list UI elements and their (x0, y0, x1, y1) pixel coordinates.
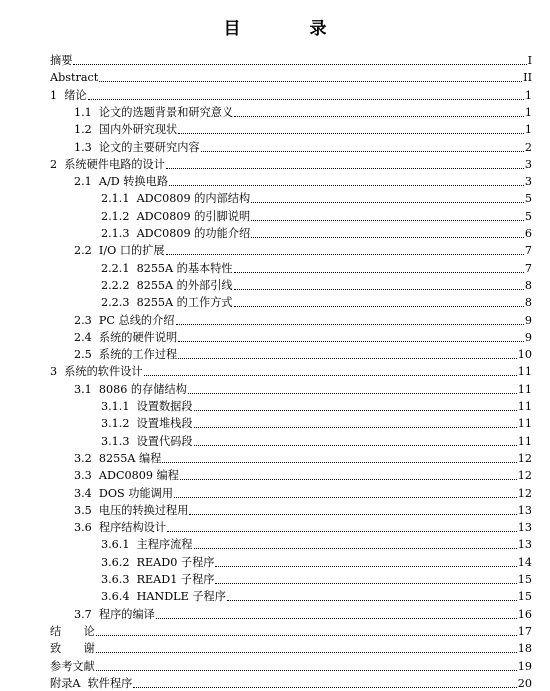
toc-entry[interactable] (101, 570, 532, 587)
toc-entry-page: 12 (517, 469, 532, 483)
toc-entry-label: 3.6.4 HANDLE 子程序 (101, 590, 226, 604)
dot-leader (234, 289, 524, 290)
toc-entry-page: 11 (517, 417, 532, 431)
toc-entry-page: 7 (524, 244, 532, 258)
toc-entry-label: 3.1.2 设置堆栈段 (101, 417, 193, 431)
toc-entry-page: 15 (517, 590, 532, 604)
toc-entry-label: 2.2.2 8255A 的外部引线 (101, 278, 233, 292)
toc-entry-page: 6 (524, 227, 532, 240)
dot-leader (251, 202, 524, 203)
toc-entry-page: 13 (517, 538, 532, 552)
toc-entry-label: 2.1 A/D 转换电路 (74, 175, 169, 189)
toc-entry-page: 1 (524, 123, 532, 137)
toc-entry[interactable] (74, 172, 532, 189)
toc-entry-label: 3.6 程序结构设计 (74, 521, 167, 535)
toc-entry-label: 3.1.1 设置数据段 (101, 400, 193, 413)
dot-leader (227, 600, 517, 601)
toc-entry-label: 3.1.3 设置代码段 (101, 434, 193, 448)
toc-entry-label: 3 系统的软件设计 (50, 365, 143, 379)
toc-entry[interactable] (101, 276, 532, 293)
toc-entry[interactable] (50, 622, 532, 639)
toc-entry[interactable] (101, 432, 532, 449)
toc-entry-label: 结 论 (50, 624, 95, 638)
toc-entry-page: 15 (517, 573, 532, 586)
toc-entry-page: 10 (517, 348, 532, 362)
toc-entry-label: 2.1.2 ADC0809 的引脚说明 (101, 209, 251, 223)
toc-entry[interactable] (101, 414, 532, 431)
toc-entry-page: 3 (524, 157, 532, 171)
toc-entry-page: 9 (524, 330, 532, 344)
toc-entry-label: 2.1.3 ADC0809 的功能介绍 (101, 227, 251, 240)
dot-leader (73, 64, 526, 65)
toc-entry-label: 2.1.1 ADC0809 的内部结构 (101, 192, 251, 206)
toc-entry[interactable] (101, 224, 532, 241)
toc-entry[interactable] (50, 362, 532, 379)
dot-leader (156, 618, 517, 619)
toc-entry[interactable] (74, 328, 532, 345)
toc-entry-page: 14 (517, 555, 532, 569)
toc-entry[interactable] (50, 674, 532, 691)
dot-leader (234, 272, 524, 273)
toc-entry-page: 11 (517, 434, 532, 448)
toc-entry[interactable] (50, 639, 532, 656)
dot-leader (215, 566, 516, 567)
toc-entry[interactable] (74, 345, 532, 362)
dot-leader (96, 670, 517, 671)
dot-leader (167, 531, 517, 532)
toc-entry-label: 摘要 (50, 54, 73, 67)
toc-entry[interactable] (74, 138, 532, 155)
toc-entry[interactable] (101, 293, 532, 310)
toc-entry-page: 1 (524, 88, 532, 102)
toc-entry-page: II (523, 71, 532, 85)
toc-entry-page: I (527, 54, 532, 67)
toc-entry-page: 9 (524, 313, 532, 327)
toc-entry-label: 1.3 论文的主要研究内容 (74, 140, 200, 154)
dot-leader (201, 151, 524, 152)
toc-entry-label: 2.4 系统的硬件说明 (74, 330, 178, 344)
toc-entry-page: 8 (524, 278, 532, 292)
dot-leader (194, 410, 517, 411)
toc-entry[interactable] (50, 657, 532, 674)
dot-leader (194, 445, 517, 446)
toc-entry-label: 2.2.3 8255A 的工作方式 (101, 296, 233, 310)
toc-entry-page: 20 (517, 676, 532, 690)
toc-entry-page: 18 (517, 642, 532, 656)
dot-leader (162, 462, 516, 463)
toc-entry[interactable] (101, 207, 532, 224)
toc-entry-label: 1 绪论 (50, 88, 87, 102)
toc-entry[interactable] (74, 380, 532, 397)
dot-leader (251, 220, 524, 221)
toc-entry-page: 12 (517, 451, 532, 465)
dot-leader (174, 497, 517, 498)
toc-entry[interactable] (74, 120, 532, 137)
dot-leader (88, 99, 524, 100)
dot-leader (194, 427, 517, 428)
toc-entry-label: 附录A 软件程序 (50, 676, 133, 690)
toc-title: 目 录 (223, 19, 353, 39)
toc-entry[interactable] (74, 466, 532, 483)
dot-leader (96, 652, 517, 653)
toc-entry-label: Abstract (50, 71, 99, 85)
toc-entry-label: 3.2 8255A 编程 (74, 451, 162, 465)
toc-entry[interactable] (74, 484, 532, 501)
toc-entry[interactable] (101, 397, 532, 414)
toc-entry-label: 3.6.3 READ1 子程序 (101, 573, 215, 586)
toc-entry[interactable] (74, 311, 532, 328)
dot-leader (169, 185, 524, 186)
dot-leader (178, 358, 517, 359)
toc-entry[interactable] (101, 535, 532, 552)
dot-leader (166, 168, 524, 169)
toc-entry-page: 13 (517, 521, 532, 535)
toc-entry-page: 8 (524, 296, 532, 310)
toc-entry-page: 16 (517, 607, 532, 621)
toc-entry-page: 11 (517, 365, 532, 379)
toc-entry-page: 5 (524, 192, 532, 206)
dot-leader (176, 324, 524, 325)
toc-entry-page: 2 (524, 140, 532, 154)
dot-leader (178, 341, 524, 342)
dot-leader (234, 116, 524, 117)
dot-leader (178, 133, 524, 134)
toc-entry-label: 3.7 程序的编译 (74, 607, 155, 621)
toc-entry-page: 5 (524, 209, 532, 223)
toc-entry-page: 13 (517, 503, 532, 517)
toc-entry-page: 19 (517, 659, 532, 673)
toc-entry-label: 1.2 国内外研究现状 (74, 123, 178, 137)
toc-entry-label: 2.3 PC 总线的介绍 (74, 313, 175, 327)
toc-entry-label: 1.1 论文的选题背景和研究意义 (74, 105, 234, 119)
toc-entry[interactable] (74, 605, 532, 622)
toc-entry-label: 参考文献 (50, 659, 95, 673)
dot-leader (166, 254, 524, 255)
toc-entry-label: 3.6.1 主程序流程 (101, 538, 193, 552)
toc-entry-label: 3.4 DOS 功能调用 (74, 486, 174, 500)
dot-leader (99, 81, 522, 82)
dot-leader (234, 306, 524, 307)
dot-leader (96, 635, 517, 636)
toc-entry-label: 3.3 ADC0809 编程 (74, 469, 179, 483)
toc-entry-label: 2.5 系统的工作过程 (74, 348, 178, 362)
dot-leader (144, 375, 517, 376)
toc-entry-page: 17 (517, 624, 532, 638)
toc-entry[interactable] (74, 449, 532, 466)
toc-entry[interactable] (50, 51, 532, 68)
toc-entry[interactable] (50, 86, 532, 103)
toc-entry[interactable] (101, 587, 532, 604)
dot-leader (251, 237, 524, 238)
toc-entry[interactable] (74, 103, 532, 120)
dot-leader (180, 479, 517, 480)
toc-entry-label: 2 系统硬件电路的设计 (50, 157, 165, 171)
toc-entry-label: 2.2 I/O 口的扩展 (74, 244, 165, 258)
toc-entry-label: 3.1 8086 的存储结构 (74, 382, 187, 396)
dot-leader (215, 583, 516, 584)
toc-entry[interactable] (50, 155, 532, 172)
toc-entry[interactable] (74, 241, 532, 258)
toc-entry-page: 11 (517, 382, 532, 396)
toc-entry-page: 7 (524, 261, 532, 275)
toc-entry[interactable] (101, 189, 532, 206)
toc-entry-label: 3.6.2 READ0 子程序 (101, 555, 215, 569)
toc-entry[interactable] (101, 259, 532, 276)
toc-entry-label: 2.2.1 8255A 的基本特性 (101, 261, 233, 275)
toc-entry-label: 致 谢 (50, 642, 95, 656)
toc-entry[interactable] (74, 518, 532, 535)
dot-leader (188, 393, 517, 394)
toc-entry-page: 1 (524, 105, 532, 119)
toc-entry-page: 12 (517, 486, 532, 500)
toc-entry-page: 3 (524, 175, 532, 189)
toc-entry[interactable] (74, 501, 532, 518)
dot-leader (194, 548, 517, 549)
toc-entry[interactable] (50, 68, 532, 85)
toc-entry-label: 3.5 电压的转换过程用 (74, 503, 189, 517)
toc-entry-page: 11 (517, 400, 532, 413)
toc-entry[interactable] (101, 553, 532, 570)
dot-leader (189, 514, 516, 515)
